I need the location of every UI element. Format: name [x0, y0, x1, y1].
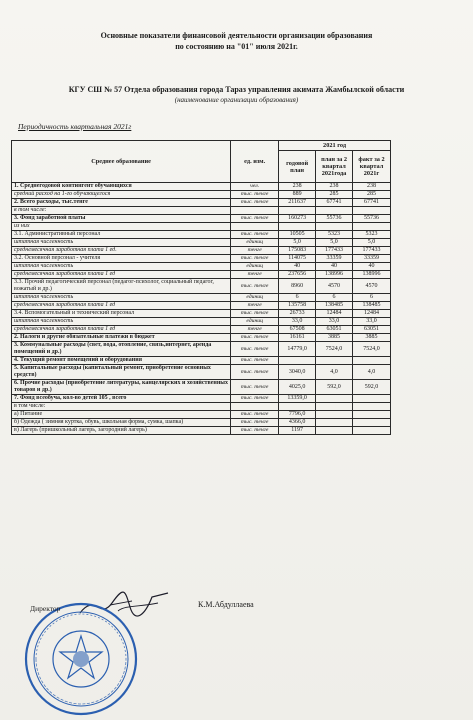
financial-table [11, 140, 391, 435]
table-row [12, 411, 391, 419]
director-name: К.М.Абдуллаева [198, 600, 254, 609]
row-name: среднемесячная заработная плата 1 ед [12, 271, 231, 279]
row-fact-quarter: 138485 [353, 302, 391, 310]
row-plan-year: 135758 [279, 302, 316, 310]
row-plan-year: 8960 [279, 279, 316, 294]
row-unit: тыс. тенге [231, 357, 279, 365]
row-fact-quarter: 285 [353, 191, 391, 199]
director-label: Директор [30, 604, 61, 613]
row-name: 2. Налоги и другие обязательные платежи в бюджет [12, 334, 231, 342]
row-plan-quarter: 592,0 [316, 380, 353, 395]
table-row [12, 302, 391, 310]
table-row [12, 365, 391, 380]
table-row [12, 199, 391, 207]
row-fact-quarter [353, 411, 391, 419]
row-name: в том числе: [12, 207, 231, 215]
header-plan-year: годовой план [279, 151, 316, 183]
row-fact-quarter: 7524,0 [353, 342, 391, 357]
row-unit: единиц [231, 294, 279, 302]
row-unit: тыс. тенге [231, 255, 279, 263]
table-row [12, 239, 391, 247]
table-row [12, 247, 391, 255]
row-plan-quarter [316, 403, 353, 411]
row-plan-quarter: 5323 [316, 231, 353, 239]
row-plan-year: 16161 [279, 334, 316, 342]
row-plan-year: 6 [279, 294, 316, 302]
row-plan-year: 175083 [279, 247, 316, 255]
row-name: 3. Фонд заработной платы [12, 215, 231, 223]
row-name: средний расход на 1-го обучающегося [12, 191, 231, 199]
row-fact-quarter [353, 395, 391, 403]
row-name: штатная численность [12, 318, 231, 326]
row-plan-year: 10505 [279, 231, 316, 239]
row-unit: тыс. тенге [231, 215, 279, 223]
row-plan-year: 13359,0 [279, 395, 316, 403]
row-plan-quarter: 138996 [316, 271, 353, 279]
row-unit: тыс. тенге [231, 199, 279, 207]
row-unit: тыс. тенге [231, 419, 279, 427]
row-unit [231, 403, 279, 411]
table-row [12, 183, 391, 191]
header-plan-quarter: план за 2 квартал 2021года [316, 151, 353, 183]
row-fact-quarter [353, 403, 391, 411]
header-name: Среднее образование [12, 141, 231, 183]
table-row [12, 223, 391, 231]
row-plan-year [279, 357, 316, 365]
row-plan-quarter [316, 357, 353, 365]
row-name: б) Одежда ( зимняя куртка, обувь, школьная форма, сумка, шапка) [12, 419, 231, 427]
row-plan-quarter [316, 395, 353, 403]
row-plan-year: 26733 [279, 310, 316, 318]
row-name: среднемесячная заработная плата 1 ед. [12, 247, 231, 255]
row-unit: тенге [231, 302, 279, 310]
header-year: 2021 год [279, 141, 391, 151]
row-name: штатная численность [12, 263, 231, 271]
table-row [12, 310, 391, 318]
row-fact-quarter [353, 357, 391, 365]
row-unit [231, 223, 279, 231]
row-plan-quarter [316, 427, 353, 435]
row-fact-quarter [353, 419, 391, 427]
row-fact-quarter: 6 [353, 294, 391, 302]
row-fact-quarter [353, 207, 391, 215]
table-row [12, 342, 391, 357]
row-fact-quarter: 3885 [353, 334, 391, 342]
row-plan-year: 1197 [279, 427, 316, 435]
row-plan-year: 237656 [279, 271, 316, 279]
row-plan-quarter: 285 [316, 191, 353, 199]
table-row [12, 191, 391, 199]
row-name: 3.1. Административный персонал [12, 231, 231, 239]
table-row [12, 294, 391, 302]
row-plan-year: 33,0 [279, 318, 316, 326]
row-fact-quarter: 138996 [353, 271, 391, 279]
row-unit: тыс. тенге [231, 411, 279, 419]
row-plan-quarter: 40 [316, 263, 353, 271]
row-name: среднемесячная заработная плата 1 ед [12, 302, 231, 310]
row-name: 4. Текущий ремонт помещений и оборудования [12, 357, 231, 365]
row-unit: тыс. тенге [231, 191, 279, 199]
row-name: среднемесячная заработная плата 1 ед [12, 326, 231, 334]
row-plan-year [279, 403, 316, 411]
row-plan-quarter: 12484 [316, 310, 353, 318]
official-seal-icon [22, 600, 140, 718]
row-fact-quarter [353, 427, 391, 435]
row-fact-quarter: 63051 [353, 326, 391, 334]
row-unit: единиц [231, 318, 279, 326]
table-row [12, 334, 391, 342]
row-plan-quarter: 4570 [316, 279, 353, 294]
row-name: 3.3. Прочий педагогический персонал (педагог-психолог, социальный педагог, вожатый и др.) [12, 279, 231, 294]
row-fact-quarter: 5,0 [353, 239, 391, 247]
row-plan-year: 211637 [279, 199, 316, 207]
row-unit: тенге [231, 247, 279, 255]
row-fact-quarter: 40 [353, 263, 391, 271]
row-plan-year: 14779,0 [279, 342, 316, 357]
table-row [12, 380, 391, 395]
row-name: штатная численность [12, 239, 231, 247]
row-plan-quarter: 63051 [316, 326, 353, 334]
row-fact-quarter: 592,0 [353, 380, 391, 395]
row-plan-quarter [316, 223, 353, 231]
row-name: 7. Фонд всеобуча, кол-во детей 105 , всего [12, 395, 231, 403]
row-plan-quarter [316, 411, 353, 419]
row-plan-year: 114075 [279, 255, 316, 263]
table-row [12, 357, 391, 365]
header-fact-quarter: факт за 2 квартал 2021г [353, 151, 391, 183]
row-plan-quarter [316, 207, 353, 215]
row-plan-year: 3040,0 [279, 365, 316, 380]
row-plan-quarter: 55736 [316, 215, 353, 223]
row-name: из них [12, 223, 231, 231]
table-row [12, 279, 391, 294]
organization-name: КГУ СШ № 57 Отдела образования города Тараз управления акимата Жамбылской области [68, 85, 405, 94]
row-unit: тыс. тенге [231, 231, 279, 239]
row-name: 3. Коммунальные расходы (свет, вода, отопление, связь,интернет, аренда помещений и др.) [12, 342, 231, 357]
table-row [12, 419, 391, 427]
row-plan-quarter: 238 [316, 183, 353, 191]
row-plan-year: 7796,0 [279, 411, 316, 419]
row-plan-year: 160273 [279, 215, 316, 223]
row-plan-quarter: 4,0 [316, 365, 353, 380]
row-unit: единиц [231, 263, 279, 271]
row-name: а) Питание [12, 411, 231, 419]
row-plan-quarter: 33,0 [316, 318, 353, 326]
report-title [0, 30, 473, 52]
organization-note: (наименование организации образования) [174, 96, 299, 104]
table-row [12, 427, 391, 435]
row-plan-quarter: 7524,0 [316, 342, 353, 357]
row-name: 3.2. Основной персонал - учителя [12, 255, 231, 263]
row-plan-year: 67508 [279, 326, 316, 334]
row-name: 1. Среднегодовой контингент обучающихся [12, 183, 231, 191]
row-plan-quarter: 5,0 [316, 239, 353, 247]
row-fact-quarter: 33,0 [353, 318, 391, 326]
table-row [12, 318, 391, 326]
title-line-2: по состоянию на "01" июля 2021г. [175, 42, 298, 51]
row-unit: тыс. тенге [231, 310, 279, 318]
row-plan-year [279, 207, 316, 215]
row-unit [231, 207, 279, 215]
row-name: 5. Капитальные расходы (капитальный ремонт, приобретение основных средств) [12, 365, 231, 380]
row-fact-quarter: 4,0 [353, 365, 391, 380]
row-fact-quarter: 67741 [353, 199, 391, 207]
row-unit: чел. [231, 183, 279, 191]
row-plan-quarter: 3885 [316, 334, 353, 342]
table-row [12, 403, 391, 411]
row-unit: тыс. тенге [231, 427, 279, 435]
row-fact-quarter: 12484 [353, 310, 391, 318]
row-plan-quarter: 67741 [316, 199, 353, 207]
row-fact-quarter: 4570 [353, 279, 391, 294]
row-unit: тыс. тенге [231, 342, 279, 357]
row-name: 2. Всего расходы, тыс.тенге [12, 199, 231, 207]
row-unit: тыс. тенге [231, 395, 279, 403]
table-row [12, 207, 391, 215]
row-unit: тыс. тенге [231, 365, 279, 380]
table-row [12, 231, 391, 239]
table-row [12, 255, 391, 263]
row-fact-quarter [353, 223, 391, 231]
row-unit: тыс. тенге [231, 279, 279, 294]
row-plan-year: 40 [279, 263, 316, 271]
row-plan-quarter: 177433 [316, 247, 353, 255]
row-plan-quarter: 6 [316, 294, 353, 302]
table-row [12, 395, 391, 403]
row-unit: тыс. тенге [231, 334, 279, 342]
row-plan-quarter: 138485 [316, 302, 353, 310]
row-plan-year: 4025,0 [279, 380, 316, 395]
row-name: в том числе: [12, 403, 231, 411]
row-unit: тенге [231, 326, 279, 334]
header-unit: ед. изм. [231, 141, 279, 183]
period-label: Периодичность квартальная 2021г [18, 122, 132, 131]
table-row [12, 215, 391, 223]
row-plan-quarter: 33359 [316, 255, 353, 263]
row-fact-quarter: 55736 [353, 215, 391, 223]
table-body [12, 183, 391, 435]
row-unit: тенге [231, 271, 279, 279]
row-unit: тыс. тенге [231, 380, 279, 395]
table-row [12, 326, 391, 334]
row-plan-year [279, 223, 316, 231]
row-name: в) Лагерь (пришкольный лагерь, загородний лагерь) [12, 427, 231, 435]
row-plan-year: 238 [279, 183, 316, 191]
row-fact-quarter: 238 [353, 183, 391, 191]
row-fact-quarter: 177433 [353, 247, 391, 255]
row-fact-quarter: 5323 [353, 231, 391, 239]
title-line-1: Основные показатели финансовой деятельности организации образования [100, 31, 373, 40]
row-plan-year: 889 [279, 191, 316, 199]
row-plan-quarter [316, 419, 353, 427]
row-name: штатная численность [12, 294, 231, 302]
table-row [12, 271, 391, 279]
row-name: 6. Прочие расходы (приобретение литературы, канцелярских и хозяйственных товаров и др.) [12, 380, 231, 395]
row-unit: единиц [231, 239, 279, 247]
row-plan-year: 4366,0 [279, 419, 316, 427]
row-name: 3.4. Вспомогательный и технический персонал [12, 310, 231, 318]
row-plan-year: 5,0 [279, 239, 316, 247]
table-row [12, 263, 391, 271]
row-fact-quarter: 33359 [353, 255, 391, 263]
